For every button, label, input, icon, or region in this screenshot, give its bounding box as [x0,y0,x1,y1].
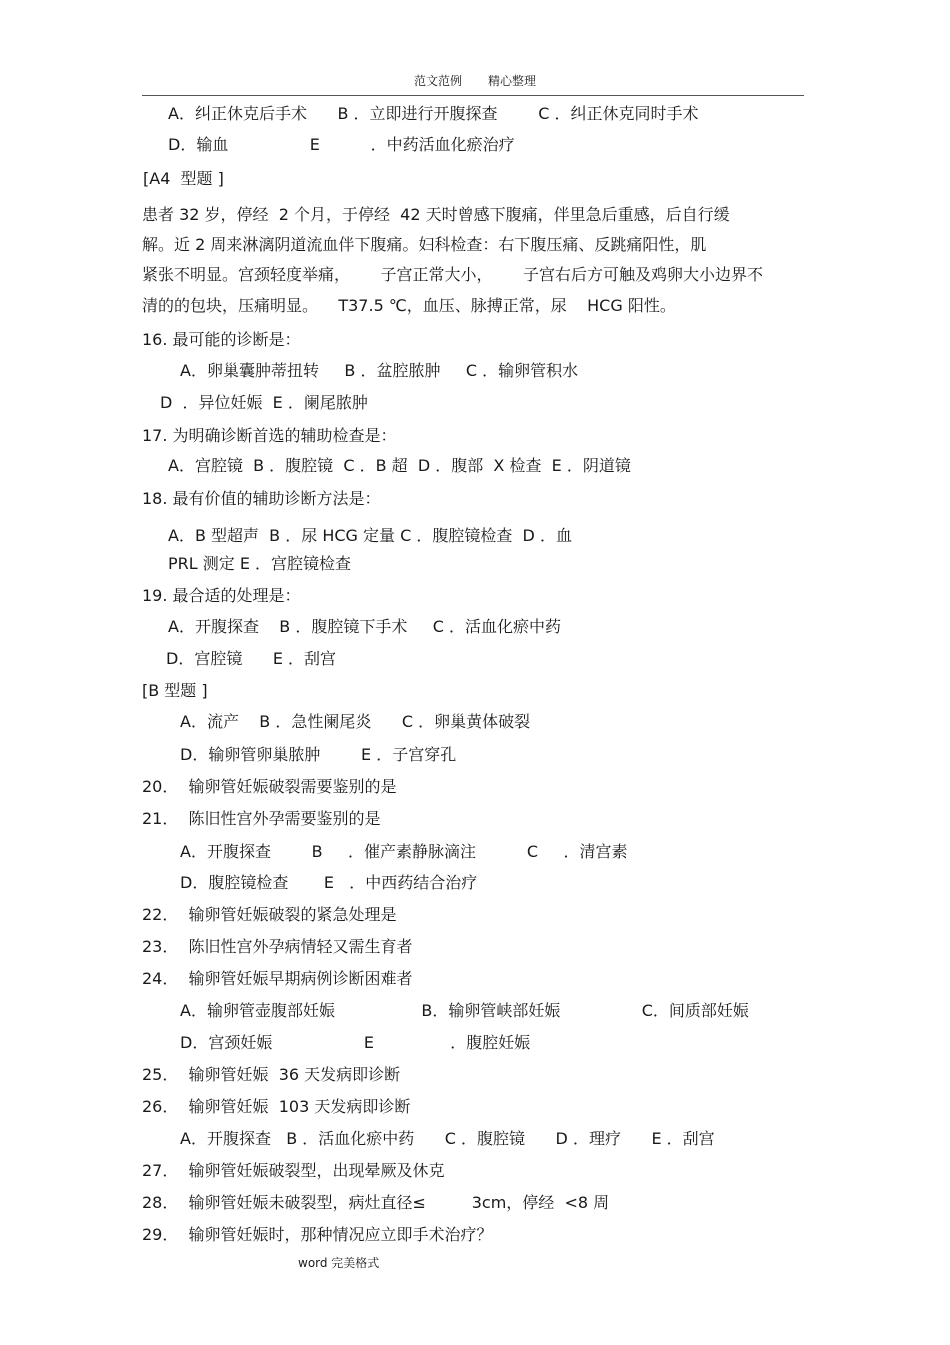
text-line: A．流产 B ．急性阑尾炎 C ．卵巢黄体破裂 [180,712,531,731]
text-line: 25． 输卵管妊娠 36 天发病即诊断 [142,1065,401,1084]
text-line: A．卵巢囊肿蒂扭转 B ．盆腔脓肿 C ．输卵管积水 [180,361,579,380]
text-line: 紧张不明显。宫颈轻度举痛， 子宫正常大小， 子宫右后方可触及鸡卵大小边界不 [142,265,764,284]
text-line: PRL 测定 E ．宫腔镜检查 [168,554,352,573]
text-line: 16. 最可能的诊断是： [142,330,301,349]
text-line: D．输卵管卵巢脓肿 E ．子宫穿孔 [180,745,457,764]
text-line: 29． 输卵管妊娠时，那种情况应立即手术治疗？ [142,1225,493,1244]
page-header [0,72,950,89]
text-line: 17. 为明确诊断首选的辅助检查是： [142,426,397,445]
text-line: [A4 型题 ] [143,169,224,188]
text-line: 清的的包块，压痛明显。 T37.5 ℃，血压、脉搏正常，尿 HCG 阳性。 [142,296,676,315]
text-line: 19. 最合适的处理是： [142,586,301,605]
text-line: A．开腹探查 B ．腹腔镜下手术 C ．活血化瘀中药 [168,617,562,636]
header-rule [142,95,804,96]
text-line: A．输卵管壶腹部妊娠 B．输卵管峡部妊娠 C．间质部妊娠 [180,1001,749,1020]
text-line: A．宫腔镜 B ．腹腔镜 C ．B 超 D ．腹部 X 检查 E ．阴道镜 [168,456,631,475]
text-line: 20． 输卵管妊娠破裂需要鉴别的是 [142,777,397,796]
text-line: 22． 输卵管妊娠破裂的紧急处理是 [142,905,397,924]
text-line: 23． 陈旧性宫外孕病情轻又需生育者 [142,937,413,956]
text-line: A．纠正休克后手术 B ．立即进行开腹探查 C ．纠正休克同时手术 [168,104,699,123]
text-line: 27． 输卵管妊娠破裂型，出现晕厥及休克 [142,1161,445,1180]
text-line: D ．异位妊娠 E ．阑尾脓肿 [160,393,368,412]
text-line: D．宫颈妊娠 E ．腹腔妊娠 [180,1033,531,1052]
header-left-text: 范文范例 [413,74,462,88]
text-line: 28． 输卵管妊娠未破裂型，病灶直径≤ 3cm，停经 <8 周 [142,1193,610,1212]
header-right-text: 精心整理 [488,74,537,88]
text-line: 解。近 2 周来淋漓阴道流血伴下腹痛。妇科检查：右下腹压痛、反跳痛阳性，肌 [142,235,707,254]
text-line: 26． 输卵管妊娠 103 天发病即诊断 [142,1097,411,1116]
text-line: 患者 32 岁，停经 2 个月，于停经 42 天时曾感下腹痛，伴里急后重感，后自行缓 [142,205,730,224]
text-line: [B 型题 ] [142,681,208,700]
text-line: 24． 输卵管妊娠早期病例诊断困难者 [142,969,413,988]
text-line: A．开腹探查 B ．催产素静脉滴注 C ．清宫素 [180,842,628,861]
text-line: A．B 型超声 B ．尿 HCG 定量 C ．腹腔镜检查 D ．血 [168,526,572,545]
text-line: A．开腹探查 B ．活血化瘀中药 C ．腹腔镜 D ．理疗 E ．刮宫 [180,1129,715,1148]
text-line: 18. 最有价值的辅助诊断方法是： [142,489,381,508]
text-line: 21． 陈旧性宫外孕需要鉴别的是 [142,809,381,828]
text-line: D．宫腔镜 E ．刮宫 [166,649,337,668]
text-line: D．腹腔镜检查 E ．中西药结合治疗 [180,873,478,892]
page-footer: word 完美格式 [298,1256,380,1270]
text-line: D．输血 E ．中药活血化瘀治疗 [168,135,515,154]
